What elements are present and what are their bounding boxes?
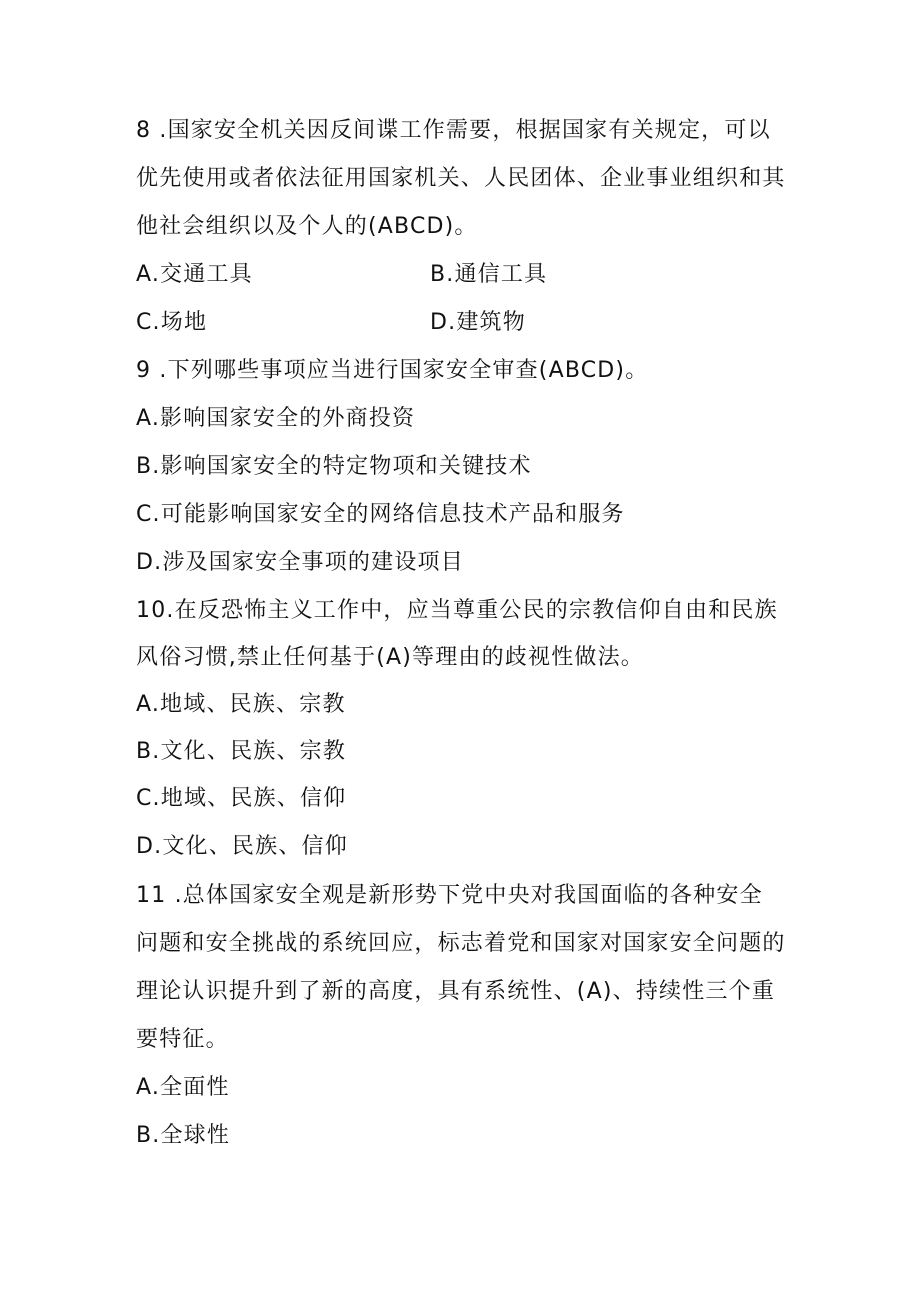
question-8-line-1: 8 .国家安全机关因反间谍工作需要，根据国家有关规定，可以 <box>136 118 771 143</box>
question-9-option-b: B.影响国家安全的特定物项和关键技术 <box>136 454 532 479</box>
question-10-option-b: B.文化、民族、宗教 <box>136 739 347 764</box>
question-11-option-a: A.全面性 <box>136 1075 230 1100</box>
question-10-line-1: 10.在反恐怖主义工作中，应当尊重公民的宗教信仰自由和民族 <box>136 598 778 623</box>
question-8-option-d: D.建筑物 <box>430 310 526 335</box>
question-11-line-3: 理论认识提升到了新的高度，具有系统性、(A)、持续性三个重 <box>136 979 776 1004</box>
question-10-line-2: 风俗习惯,禁止任何基于(A)等理由的歧视性做法。 <box>136 645 645 670</box>
question-9-option-d: D.涉及国家安全事项的建设项目 <box>136 550 464 575</box>
question-11-line-4: 要特征。 <box>136 1027 229 1052</box>
question-8-option-a: A.交通工具 <box>136 262 253 287</box>
question-8-line-3: 他社会组织以及个人的(ABCD)。 <box>136 214 478 239</box>
question-10-option-a: A.地域、民族、宗教 <box>136 692 346 717</box>
question-9-option-c: C.可能影响国家安全的网络信息技术产品和服务 <box>136 502 625 527</box>
question-10-option-d: D.文化、民族、信仰 <box>136 834 348 859</box>
question-8-line-2: 优先使用或者依法征用国家机关、人民团体、企业事业组织和其 <box>136 166 786 191</box>
question-11-line-2: 问题和安全挑战的系统回应，标志着党和国家对国家安全问题的 <box>136 931 786 956</box>
question-11-option-b: B.全球性 <box>136 1123 231 1148</box>
question-9-option-a: A.影响国家安全的外商投资 <box>136 406 416 431</box>
question-10-option-c: C.地域、民族、信仰 <box>136 786 347 811</box>
question-8-option-c: C.场地 <box>136 310 208 335</box>
question-11-line-1: 11 .总体国家安全观是新形势下党中央对我国面临的各种安全 <box>136 883 763 908</box>
question-9-line-1: 9 .下列哪些事项应当进行国家安全审查(ABCD)。 <box>136 358 649 383</box>
question-8-option-b: B.通信工具 <box>430 262 548 287</box>
